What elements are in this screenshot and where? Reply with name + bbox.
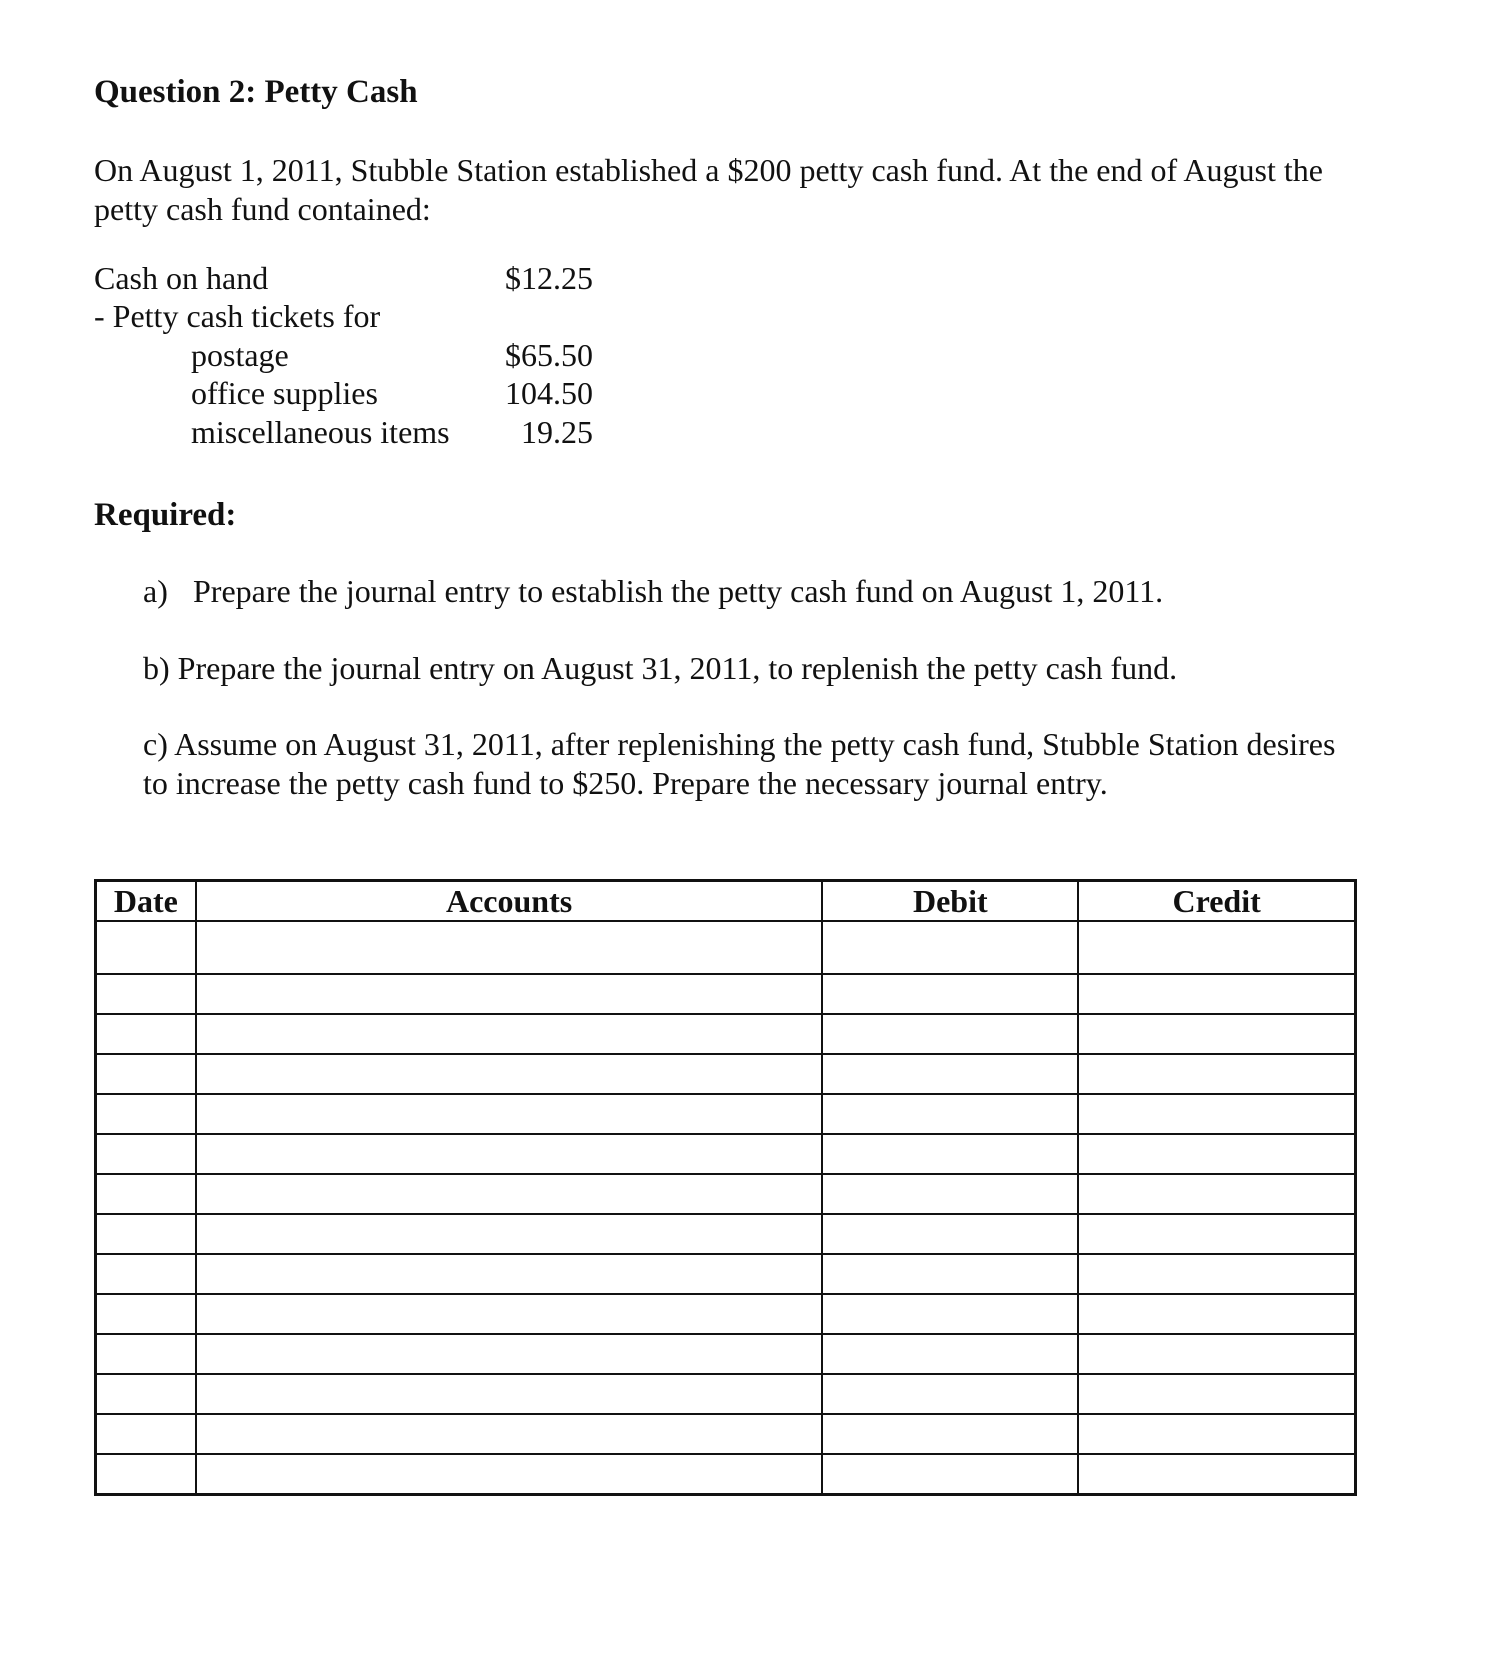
tickets-label: - Petty cash tickets for <box>94 298 381 334</box>
header-date: Date <box>96 881 196 922</box>
credit-cell[interactable] <box>1078 921 1355 974</box>
cash-on-hand-amount: $12.25 <box>505 260 593 296</box>
debit-cell[interactable] <box>822 974 1078 1014</box>
question-title: Question 2: Petty Cash <box>94 74 418 110</box>
date-cell[interactable] <box>96 1254 196 1294</box>
accounts-cell[interactable] <box>196 1214 823 1254</box>
date-cell[interactable] <box>96 1134 196 1174</box>
date-cell[interactable] <box>96 1414 196 1454</box>
required-heading: Required: <box>94 497 237 533</box>
debit-cell[interactable] <box>822 921 1078 974</box>
credit-cell[interactable] <box>1078 1054 1355 1094</box>
credit-cell[interactable] <box>1078 1014 1355 1054</box>
journal-entry-table <box>94 879 1357 1496</box>
header-debit: Debit <box>822 881 1078 922</box>
accounts-cell[interactable] <box>196 1014 823 1054</box>
table-row <box>96 1214 1356 1254</box>
date-cell[interactable] <box>96 1054 196 1094</box>
requirement-a-text: Prepare the journal entry to establish the petty cash fund on August 1, 2011. <box>193 573 1164 609</box>
accounts-cell[interactable] <box>196 1054 823 1094</box>
table-row <box>96 1334 1356 1374</box>
debit-cell[interactable] <box>822 1454 1078 1495</box>
debit-cell[interactable] <box>822 1054 1078 1094</box>
accounts-cell[interactable] <box>196 1334 823 1374</box>
header-accounts: Accounts <box>196 881 823 922</box>
accounts-cell[interactable] <box>196 1294 823 1334</box>
table-row <box>96 1014 1356 1054</box>
credit-cell[interactable] <box>1078 1414 1355 1454</box>
table-row <box>96 974 1356 1014</box>
date-cell[interactable] <box>96 1374 196 1414</box>
debit-cell[interactable] <box>822 1334 1078 1374</box>
intro-line-1: On August 1, 2011, Stubble Station established a $200 petty cash fund. At the end of August the <box>94 152 1323 188</box>
table-row <box>96 1174 1356 1214</box>
table-row <box>96 1054 1356 1094</box>
credit-cell[interactable] <box>1078 1134 1355 1174</box>
cash-on-hand-label: Cash on hand <box>94 260 269 296</box>
debit-cell[interactable] <box>822 1134 1078 1174</box>
requirement-a-marker: a) <box>143 573 168 609</box>
credit-cell[interactable] <box>1078 1254 1355 1294</box>
header-credit: Credit <box>1078 881 1355 922</box>
table-row <box>96 1294 1356 1334</box>
debit-cell[interactable] <box>822 1414 1078 1454</box>
accounts-cell[interactable] <box>196 1254 823 1294</box>
table-row <box>96 1094 1356 1134</box>
date-cell[interactable] <box>96 974 196 1014</box>
table-row <box>96 921 1356 974</box>
accounts-cell[interactable] <box>196 974 823 1014</box>
journal-header-row <box>96 881 1356 922</box>
accounts-cell[interactable] <box>196 1094 823 1134</box>
table-row <box>96 1414 1356 1454</box>
accounts-cell[interactable] <box>196 1374 823 1414</box>
credit-cell[interactable] <box>1078 1454 1355 1495</box>
requirement-a <box>143 572 1163 611</box>
date-cell[interactable] <box>96 1334 196 1374</box>
date-cell[interactable] <box>96 1294 196 1334</box>
credit-cell[interactable] <box>1078 1334 1355 1374</box>
debit-cell[interactable] <box>822 1374 1078 1414</box>
debit-cell[interactable] <box>822 1014 1078 1054</box>
accounts-cell[interactable] <box>196 921 823 974</box>
requirement-b: b) Prepare the journal entry on August 31, 2011, to replenish the petty cash fund. <box>143 650 1178 686</box>
credit-cell[interactable] <box>1078 1094 1355 1134</box>
debit-cell[interactable] <box>822 1294 1078 1334</box>
debit-cell[interactable] <box>822 1094 1078 1134</box>
ticket-amount-miscellaneous: 19.25 <box>521 414 593 450</box>
credit-cell[interactable] <box>1078 974 1355 1014</box>
table-row <box>96 1254 1356 1294</box>
requirement-c-line-1: c) Assume on August 31, 2011, after replenishing the petty cash fund, Stubble Station desires <box>143 726 1336 762</box>
intro-paragraph <box>94 151 1414 229</box>
accounts-cell[interactable] <box>196 1174 823 1214</box>
credit-cell[interactable] <box>1078 1374 1355 1414</box>
credit-cell[interactable] <box>1078 1214 1355 1254</box>
date-cell[interactable] <box>96 1014 196 1054</box>
debit-cell[interactable] <box>822 1174 1078 1214</box>
ticket-amount-office-supplies: 104.50 <box>505 375 593 411</box>
accounts-cell[interactable] <box>196 1414 823 1454</box>
date-cell[interactable] <box>96 1214 196 1254</box>
credit-cell[interactable] <box>1078 1294 1355 1334</box>
debit-cell[interactable] <box>822 1214 1078 1254</box>
date-cell[interactable] <box>96 1454 196 1495</box>
ticket-label-postage: postage <box>191 337 289 373</box>
date-cell[interactable] <box>96 1174 196 1214</box>
debit-cell[interactable] <box>822 1254 1078 1294</box>
table-row <box>96 1134 1356 1174</box>
requirement-c-line-2: to increase the petty cash fund to $250. Prepare the necessary journal entry. <box>143 765 1108 801</box>
intro-line-2: petty cash fund contained: <box>94 191 431 227</box>
ticket-label-office-supplies: office supplies <box>191 375 378 411</box>
ticket-amount-postage: $65.50 <box>505 337 593 373</box>
credit-cell[interactable] <box>1078 1174 1355 1214</box>
table-row <box>96 1374 1356 1414</box>
accounts-cell[interactable] <box>196 1454 823 1495</box>
date-cell[interactable] <box>96 1094 196 1134</box>
date-cell[interactable] <box>96 921 196 974</box>
ticket-label-miscellaneous: miscellaneous items <box>191 414 450 450</box>
accounts-cell[interactable] <box>196 1134 823 1174</box>
table-row <box>96 1454 1356 1495</box>
